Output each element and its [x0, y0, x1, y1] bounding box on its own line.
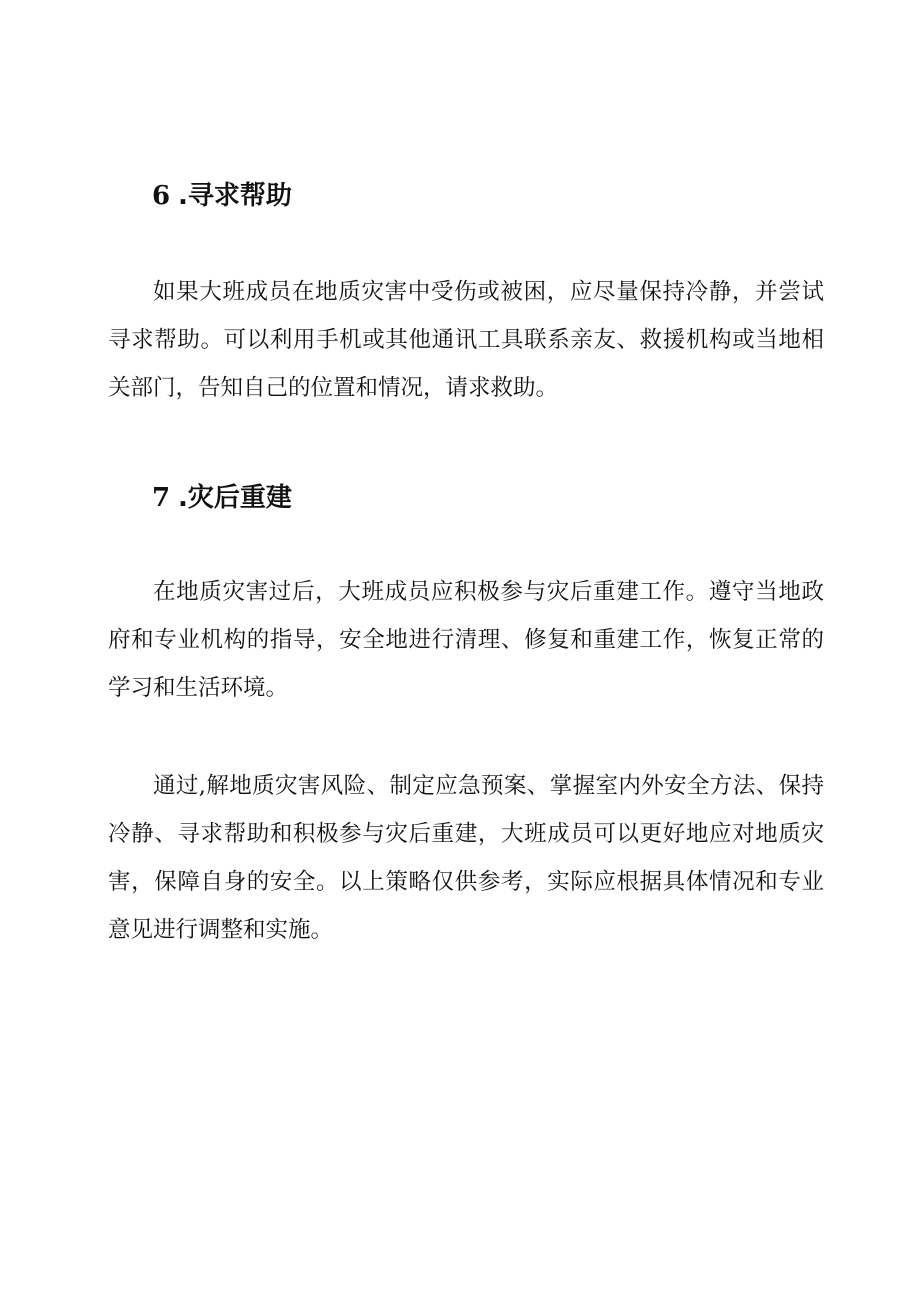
section-number: 6: [152, 181, 171, 211]
section-paragraph-6: 如果大班成员在地质灾害中受伤或被困，应尽量保持冷静，并尝试寻求帮助。可以利用手机或其他通讯工具联系亲友、救援机构或当地相关部门，告知自己的位置和情况，请求救助。: [108, 279, 824, 401]
section-title: .灾后重建: [178, 483, 292, 513]
conclusion-paragraph: 通过,解地质灾害风险、制定应急预案、掌握室内外安全方法、保持冷静、寻求帮助和积极参与灾后重建，大班成员可以更好地应对地质灾害，保障自身的安全。以上策略仅供参考，实际应根据具体情况和专业意见进行调整和实施。: [108, 773, 824, 943]
section-heading-6: [152, 180, 292, 212]
section-number: 7: [152, 483, 171, 513]
section-title: .寻求帮助: [178, 181, 292, 211]
section-paragraph-7: 在地质灾害过后，大班成员应积极参与灾后重建工作。遵守当地政府和专业机构的指导，安全地进行清理、修复和重建工作，恢复正常的学习和生活环境。: [108, 579, 824, 701]
section-heading-7: [152, 482, 292, 514]
